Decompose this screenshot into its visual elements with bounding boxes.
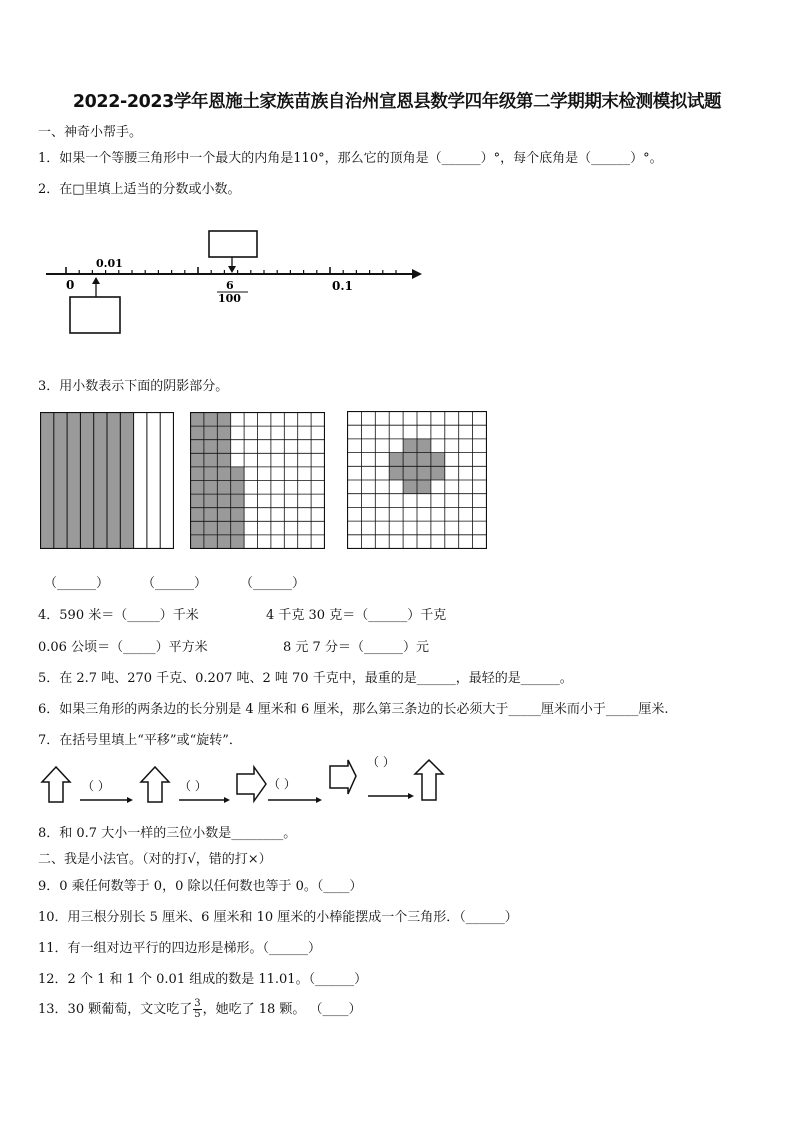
grid2-answer-blank[interactable]: （______） [142, 576, 208, 591]
right-arrow-shape-3 [237, 767, 266, 801]
shaded-cell [204, 494, 217, 508]
shaded-cell [389, 466, 403, 480]
question-6: 6．如果三角形的两条边的长分别是 4 厘米和 6 厘米，那么第三条边的长必须大于_____厘米而小于_____厘米. [38, 702, 669, 717]
up-arrow-shape-2 [141, 767, 169, 802]
answer-box-top[interactable] [209, 231, 257, 257]
move-arrowhead-2 [224, 797, 230, 803]
section-2-heading: 二、我是小法官。（对的打√，错的打×） [38, 852, 272, 867]
move-arrowhead-4 [408, 793, 414, 799]
shaded-cell [217, 426, 230, 440]
question-13-prefix: 13．30 颗葡萄，文文吃了 [38, 1002, 193, 1017]
shaded-cell [231, 535, 244, 549]
label-0-1: 0.1 [332, 279, 353, 293]
shaded-cell [204, 535, 217, 549]
shaded-cell [191, 481, 204, 495]
answer-box-bottom[interactable] [70, 297, 120, 333]
question-13 [38, 998, 362, 1020]
question-8: 8．和 0.7 大小一样的三位小数是________。 [38, 826, 297, 841]
question-1: 1．如果一个等腰三角形中一个最大的内角是110°，那么它的顶角是（______）°，每个底角是（______）°。 [38, 151, 663, 166]
shaded-cell [204, 481, 217, 495]
grid3-answer-blank[interactable]: （______） [240, 576, 306, 591]
shaded-cell [204, 453, 217, 467]
shaded-cell [217, 535, 230, 549]
grid-plus-figure [347, 411, 487, 549]
question-12: 12．2 个 1 和 1 个 0.01 组成的数是 11.01。（______） [38, 972, 368, 987]
shaded-cell [417, 480, 431, 494]
question-10: 10．用三根分别长 5 厘米、6 厘米和 10 厘米的小棒能摆成一个三角形．（______） [38, 910, 518, 925]
shaded-cell [191, 508, 204, 522]
label-0: 0 [66, 278, 75, 292]
arrow-up-icon [92, 277, 100, 284]
question-2: 2．在□里填上适当的分数或小数。 [38, 182, 241, 197]
question-7: 7．在括号里填上“平移”或“旋转”． [38, 733, 242, 748]
shaded-cell [217, 521, 230, 535]
shaded-cell [204, 413, 217, 427]
shaded-cell [431, 466, 445, 480]
shaded-cell [204, 508, 217, 522]
blank-label-2: （ ） [179, 779, 207, 793]
question-5: 5．在 2.7 吨、270 千克、0.207 吨、2 吨 70 千克中，最重的是______，最轻的是______。 [38, 671, 573, 686]
shaded-cell [389, 453, 403, 467]
question-4b: 4 千克 30 克＝（______）千克 [266, 608, 447, 623]
shaded-cell [217, 494, 230, 508]
fraction-numerator: 3 [194, 998, 201, 1009]
grid3-lines [347, 411, 487, 549]
shaded-cell [191, 467, 204, 481]
shaded-cell [204, 467, 217, 481]
shaded-cell [417, 439, 431, 453]
question-3: 3．用小数表示下面的阴影部分。 [38, 379, 229, 394]
question-4d: 8 元 7 分＝（______）元 [283, 640, 429, 655]
shaded-cell [403, 466, 417, 480]
shaded-cell [191, 494, 204, 508]
shaded-cell [191, 413, 204, 427]
shaded-cell [204, 521, 217, 535]
shaded-cell [191, 453, 204, 467]
grid-columns-figure [40, 412, 174, 549]
blank-label-3: （ ） [268, 777, 296, 791]
number-line-figure [40, 226, 430, 338]
shaded-cell [431, 453, 445, 467]
shaded-cell [231, 508, 244, 522]
blank-label-1: （ ） [82, 779, 110, 793]
question-11: 11．有一组对边平行的四边形是梯形。（______） [38, 941, 322, 956]
fraction-denominator: 5 [194, 1009, 201, 1020]
fraction-three-fifths [193, 999, 201, 1020]
shaded-cell [217, 413, 230, 427]
shaded-cell [403, 439, 417, 453]
shaded-cell [191, 535, 204, 549]
blank-label-4: （ ） [367, 755, 395, 769]
question-9: 9．0 乘任何数等于 0，0 除以任何数也等于 0。（____） [38, 879, 363, 894]
shaded-cell [217, 508, 230, 522]
shaded-cell [191, 521, 204, 535]
up-arrow-shape-1 [42, 767, 70, 802]
move-arrowhead-3 [316, 797, 322, 803]
shaded-cell [191, 440, 204, 454]
shaded-cell [217, 481, 230, 495]
grid-100-figure [190, 412, 325, 549]
shaded-cell [204, 440, 217, 454]
shaded-cell [403, 480, 417, 494]
shaded-cell [231, 481, 244, 495]
question-4c: 0.06 公顷＝（_____）平方米 [38, 640, 208, 655]
grid1-answer-blank[interactable]: （______） [44, 576, 110, 591]
label-6-denominator: 100 [218, 292, 241, 305]
question-13-suffix: ，她吃了 18 颗。 （____） [202, 1002, 362, 1017]
section-1-heading: 一、神奇小帮手。 [38, 125, 143, 140]
arrow-down-icon [228, 266, 236, 273]
label-6-numerator: 6 [226, 279, 234, 292]
shaded-cell [403, 453, 417, 467]
translation-rotation-figure [38, 752, 450, 806]
up-arrow-shape-5 [415, 760, 443, 800]
move-arrowhead-1 [127, 797, 133, 803]
shaded-cell [217, 440, 230, 454]
shaded-cell [217, 467, 230, 481]
shaded-cell [204, 426, 217, 440]
shaded-cell [417, 453, 431, 467]
shaded-cell [417, 466, 431, 480]
shaded-cell [231, 467, 244, 481]
shaded-cell [231, 521, 244, 535]
shaded-cell [231, 494, 244, 508]
shaded-cell [217, 453, 230, 467]
shaded-cell [191, 426, 204, 440]
number-line-arrowhead [412, 269, 422, 279]
page-title: 2022-2023学年恩施土家族苗族自治州宣恩县数学四年级第二学期期末检测模拟试题 [72, 92, 722, 112]
right-arrow-shape-4 [330, 760, 356, 794]
question-4a: 4．590 米＝（_____）千米 [38, 608, 199, 623]
label-0-01: 0.01 [96, 257, 123, 270]
